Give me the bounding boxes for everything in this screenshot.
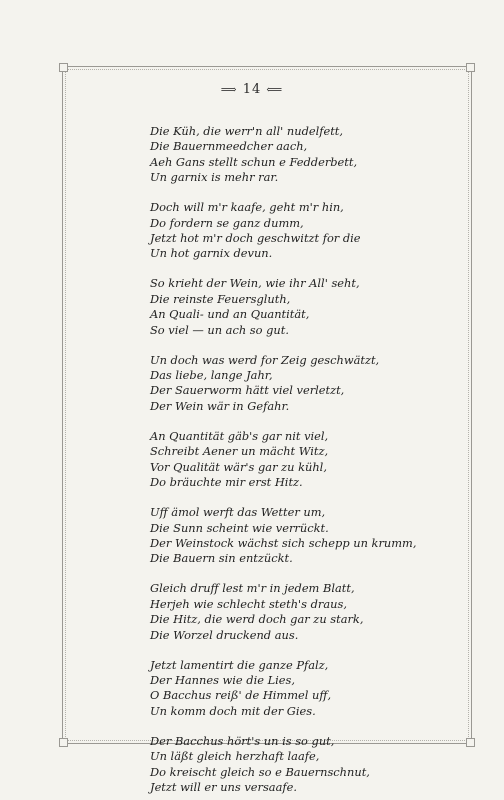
poem-line: So viel — un ach so gut. [150, 322, 289, 337]
poem-line: Die Bauern sin entzückt. [150, 551, 293, 566]
poem-stanza [150, 505, 450, 567]
poem-line: Do kreischt gleich so e Bauernschnut, [150, 764, 370, 779]
poem-line: Die Sunn scheint wie verrückt. [150, 520, 329, 535]
poem-stanza [150, 276, 450, 338]
poem-line: Die reinste Feuersgluth, [150, 291, 291, 306]
poem-line: Un garnix is mehr rar. [150, 170, 279, 185]
poem-line: Jetzt hot m'r doch geschwitzt for die [150, 231, 361, 246]
poem-line: Vor Qualität wär's gar zu kühl, [150, 459, 327, 474]
poem-line: Jetzt lamentirt die ganze Pfalz, [150, 657, 329, 672]
frame-corner-ornament [466, 738, 475, 747]
poem-line: Do bräuchte mir erst Hitz. [150, 475, 303, 490]
page-number [0, 82, 504, 97]
frame-corner-ornament [466, 63, 475, 72]
poem-line: Gleich druff lest m'r in jedem Blatt, [150, 581, 355, 596]
poem-line: Un hot garnix devun. [150, 246, 273, 261]
poem-line: Der Weinstock wächst sich schepp un krumm, [150, 535, 417, 550]
poem-line: Do fordern se ganz dumm, [150, 215, 304, 230]
poem-line: Aeh Gans stellt schun e Fedderbett, [150, 154, 358, 169]
page-number-value: 14 [242, 82, 262, 97]
poem-line: Un läßt gleich herzhaft laafe, [150, 749, 320, 764]
poem-line: An Quali- und an Quantität, [150, 307, 310, 322]
poem-line: So krieht der Wein, wie ihr All' seht, [150, 276, 360, 291]
poem-stanza [150, 200, 450, 262]
poem-stanza [150, 429, 450, 491]
poem-line: Der Sauerworm hätt viel verletzt, [150, 383, 345, 398]
poem-line: Herjeh wie schlecht steth's draus, [150, 596, 347, 611]
poem-line: Jetzt will er uns versaafe. [150, 779, 297, 794]
poem-line: Der Hannes wie die Lies, [150, 672, 296, 687]
poem-line: Der Bacchus hört's un is so gut, [150, 733, 335, 748]
poem-line: Die Küh, die werr'n all' nudelfett, [150, 124, 343, 138]
poem-line: Die Worzel druckend aus. [150, 627, 299, 642]
right-ornament-icon: ⟸ [266, 83, 284, 96]
poem-line: Das liebe, lange Jahr, [150, 368, 273, 383]
poem-line: Der Wein wär in Gefahr. [150, 398, 290, 413]
poem-line: Doch will m'r kaafe, geht m'r hin, [150, 200, 344, 215]
frame-corner-ornament [59, 738, 68, 747]
poem-stanza [150, 581, 450, 643]
frame-corner-ornament [59, 63, 68, 72]
poem-line: Schreibt Aener un mächt Witz, [150, 444, 329, 459]
poem-line: O Bacchus reiß' de Himmel uff, [150, 688, 332, 703]
left-ornament-icon: ⟹ [220, 83, 238, 96]
poem-body [150, 124, 450, 800]
poem-line: Uff ämol werft das Wetter um, [150, 505, 326, 520]
poem-stanza [150, 353, 450, 415]
poem-line: An Quantität gäb's gar nit viel, [150, 428, 329, 443]
poem-stanza [150, 124, 450, 186]
poem-stanza [150, 734, 450, 796]
poem-line: Die Bauernmeedcher aach, [150, 139, 308, 154]
poem-line: Die Hitz, die werd doch gar zu stark, [150, 612, 364, 627]
poem-line: Un komm doch mit der Gies. [150, 703, 316, 718]
poem-stanza [150, 658, 450, 720]
poem-line: Un doch was werd for Zeig geschwätzt, [150, 352, 380, 367]
